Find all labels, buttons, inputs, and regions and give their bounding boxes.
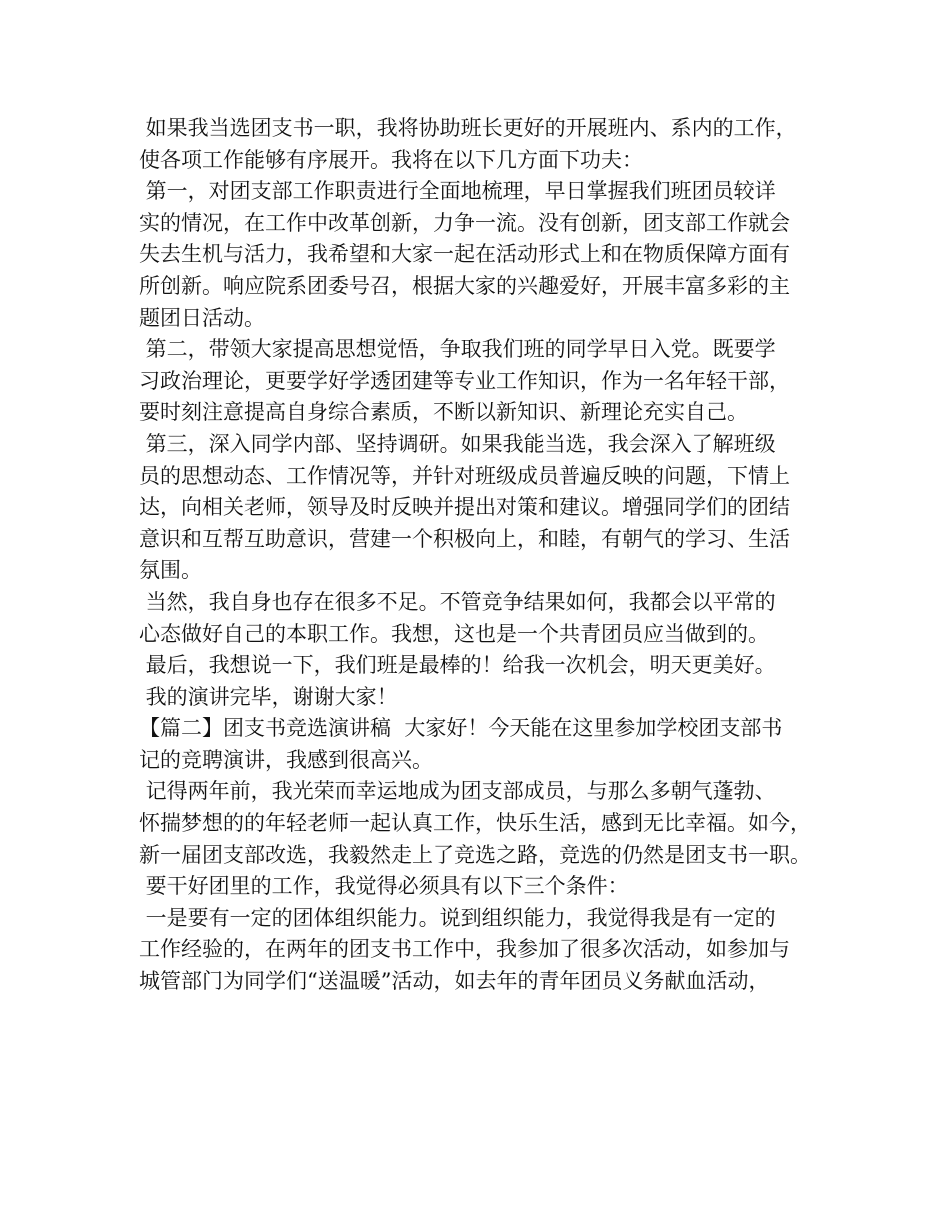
text-line: 要时刻注意提高自身综合素质，不断以新知识、新理论充实自己。	[139, 400, 748, 425]
text-line: 怀揣梦想的的年轻老师一起认真工作，快乐生活，感到无比幸福。如今，	[139, 811, 811, 836]
text-line: 氛围。	[139, 558, 202, 583]
text-line: 工作经验的，在两年的团支书工作中，我参加了很多次活动，如参加与	[139, 937, 790, 962]
text-line: 习政治理论，更要学好学透团建等专业工作知识，作为一名年轻干部，	[139, 368, 790, 393]
text-line: 第二，带领大家提高思想觉悟，争取我们班的同学早日入党。既要学	[139, 337, 776, 362]
text-line: 所创新。响应院系团委号召，根据大家的兴趣爱好，开展丰富多彩的主	[139, 273, 790, 298]
text-line: 第一，对团支部工作职责进行全面地梳理，早日掌握我们班团员较详	[139, 179, 776, 204]
text-line: 最后，我想说一下，我们班是最棒的！给我一次机会，明天更美好。	[139, 653, 776, 678]
text-line: 实的情况，在工作中改革创新，力争一流。没有创新，团支部工作就会	[139, 210, 790, 235]
text-line: 一是要有一定的团体组织能力。说到组织能力，我觉得我是有一定的	[139, 905, 776, 930]
text-line: 使各项工作能够有序展开。我将在以下几方面下功夫：	[139, 147, 643, 172]
text-line: 记的竞聘演讲，我感到很高兴。	[139, 747, 433, 772]
text-line: 心态做好自己的本职工作。我想，这也是一个共青团员应当做到的。	[139, 621, 769, 646]
text-line: 新一届团支部改选，我毅然走上了竞选之路，竞选的仍然是团支书一职。	[139, 842, 811, 867]
text-line: 失去生机与活力，我希望和大家一起在活动形式上和在物质保障方面有	[139, 242, 790, 267]
text-line: 如果我当选团支书一职，我将协助班长更好的开展班内、系内的工作，	[139, 116, 797, 140]
text-line: 员的思想动态、工作情况等，并针对班级成员普遍反映的问题，下情上	[139, 463, 790, 488]
text-line: 我的演讲完毕，谢谢大家！	[139, 684, 398, 709]
document-body	[139, 113, 839, 998]
text-line: 当然，我自身也存在很多不足。不管竞争结果如何，我都会以平常的	[139, 589, 776, 614]
section-heading-line: 【篇二】团支书竞选演讲稿 大家好！今天能在这里参加学校团支部书	[139, 716, 783, 741]
text-line: 达，向相关老师，领导及时反映并提出对策和建议。增强同学们的团结	[139, 495, 790, 520]
text-line: 第三，深入同学内部、坚持调研。如果我能当选，我会深入了解班级	[139, 431, 776, 456]
text-line: 要干好团里的工作，我觉得必须具有以下三个条件：	[139, 874, 629, 899]
text-line: 意识和互帮互助意识，营建一个积极向上，和睦，有朝气的学习、生活	[139, 526, 790, 551]
text-line: 题团日活动。	[139, 305, 265, 330]
text-line: 记得两年前，我光荣而幸运地成为团支部成员，与那么多朝气蓬勃、	[139, 779, 776, 804]
text-line: 城管部门为同学们“送温暖”活动，如去年的青年团员义务献血活动，	[139, 969, 770, 994]
